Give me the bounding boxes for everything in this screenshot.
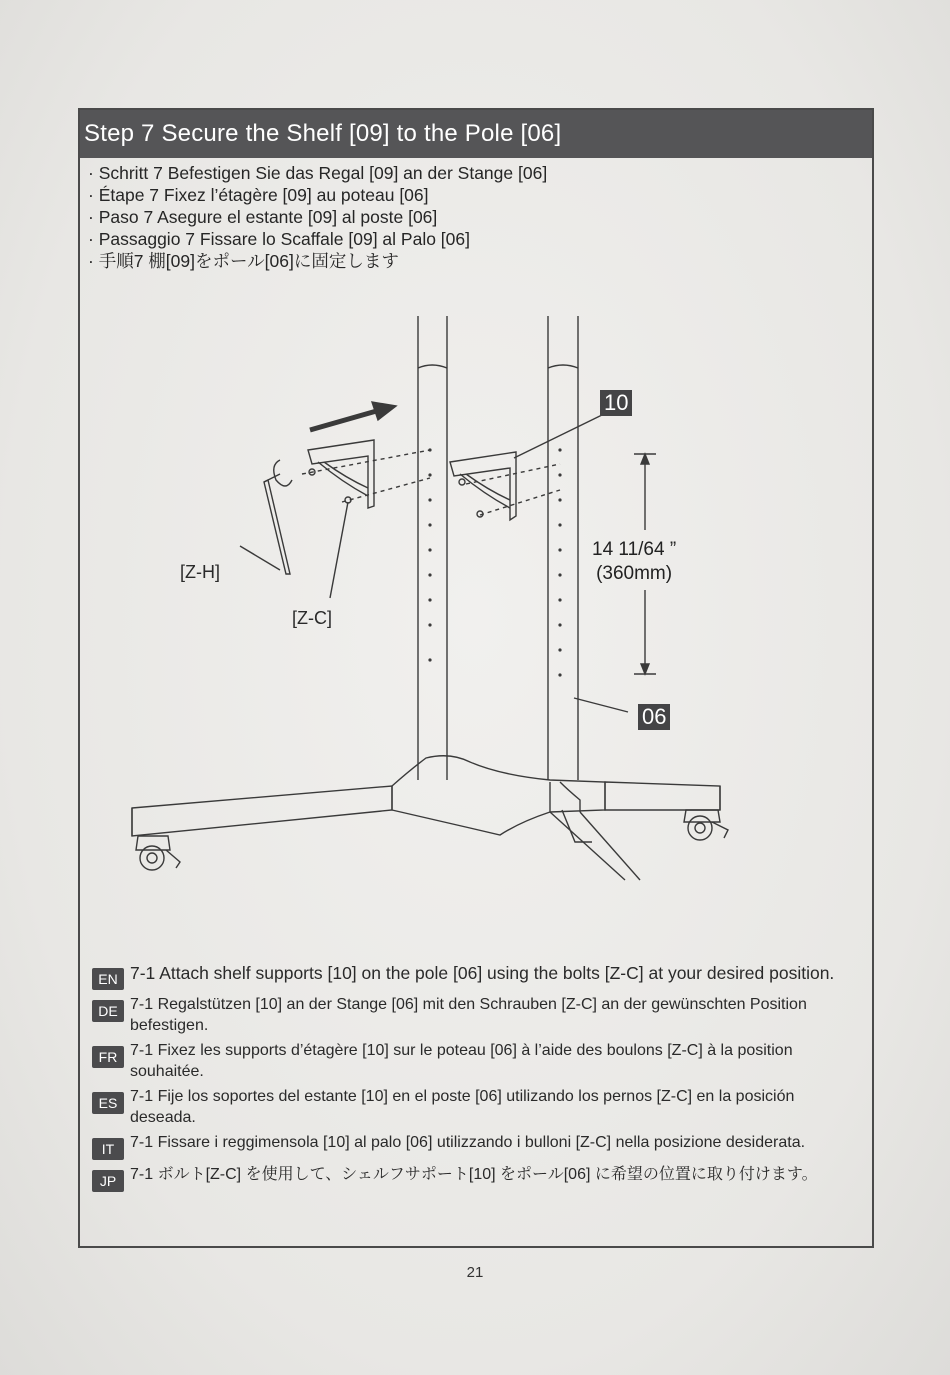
base-hub <box>392 756 605 835</box>
lang-badge: ES <box>92 1092 124 1114</box>
title-it: · Passaggio 7 Fissare lo Scaffale [09] al Palo [06] <box>88 228 547 250</box>
pole-holes <box>428 448 561 676</box>
instruction-text: 7-1 Fissare i reggimensola [10] al palo [06] utilizzando i bulloni [Z-C] nella posizione desiderata. <box>130 1134 806 1151</box>
title-de: · Schritt 7 Befestigen Sie das Regal [09] an der Stange [06] <box>88 162 547 184</box>
lang-badge: IT <box>92 1138 124 1160</box>
instruction-es <box>92 1086 864 1128</box>
label-zh: [Z-H] <box>180 562 220 582</box>
instruction-en <box>92 962 864 990</box>
instruction-text: 7-1 Attach shelf supports [10] on the pole [06] using the bolts [Z-C] at your desired position. <box>130 963 835 983</box>
part-tag-06: 06 <box>638 704 670 730</box>
shelf-support-left <box>308 440 374 508</box>
title-es: · Paso 7 Asegure el estante [09] al poste [06] <box>88 206 547 228</box>
instruction-de <box>92 994 864 1036</box>
label-zc: [Z-C] <box>292 608 332 628</box>
dimension-mm: (360mm) <box>596 563 673 584</box>
lang-badge: FR <box>92 1046 124 1068</box>
hex-key-zh <box>264 460 292 574</box>
instruction-it <box>92 1132 864 1160</box>
instruction-text: 7-1 ボルト[Z-C] を使用して、シェルフサポート[10] をポール[06] に希望の位置に取り付けます。 <box>130 1166 818 1183</box>
dimension-inches: 14 11/64 ” <box>592 539 677 560</box>
step-frame <box>78 108 874 1248</box>
instruction-text: 7-1 Fixez les supports d’étagère [10] sur le poteau [06] à l’aide des boulons [Z-C] à la position souhaitée. <box>130 1042 793 1080</box>
base-right-leg <box>605 782 720 810</box>
lang-badge: EN <box>92 968 124 990</box>
page-number: 21 <box>466 1264 484 1281</box>
shelf-support-right <box>450 452 516 520</box>
dimension-label <box>592 538 676 586</box>
leader-06 <box>574 698 628 712</box>
left-pole <box>418 316 447 780</box>
instructions <box>92 962 864 1196</box>
lang-badge: DE <box>92 1000 124 1022</box>
leader-10 <box>514 414 604 458</box>
instruction-fr <box>92 1040 864 1082</box>
instruction-jp <box>92 1164 864 1192</box>
part-tag-10: 10 <box>600 390 632 416</box>
leader-zh <box>240 546 280 570</box>
leader-zc <box>330 502 348 598</box>
base-front-leg <box>550 810 640 880</box>
right-pole <box>548 316 578 780</box>
base-left-leg <box>132 786 392 836</box>
instruction-text: 7-1 Fije los soportes del estante [10] en el poste [06] utilizando los pernos [Z-C] en la posición deseada. <box>130 1088 795 1126</box>
direction-arrow-head <box>372 402 396 420</box>
direction-arrow-shaft <box>310 410 380 430</box>
caster-right <box>684 810 728 840</box>
instruction-text: 7-1 Regalstützen [10] an der Stange [06] mit den Schrauben [Z-C] an der gewünschten Position befestigen. <box>130 996 807 1034</box>
title-fr: · Étape 7 Fixez l’étagère [09] au poteau [06] <box>88 184 547 206</box>
step-title: Step 7 Secure the Shelf [09] to the Pole [06] <box>84 120 562 147</box>
lang-badge: JP <box>92 1170 124 1192</box>
caster-left <box>136 836 180 870</box>
title-jp: · 手順7 棚[09]をポール[06]に固定します <box>88 250 547 272</box>
